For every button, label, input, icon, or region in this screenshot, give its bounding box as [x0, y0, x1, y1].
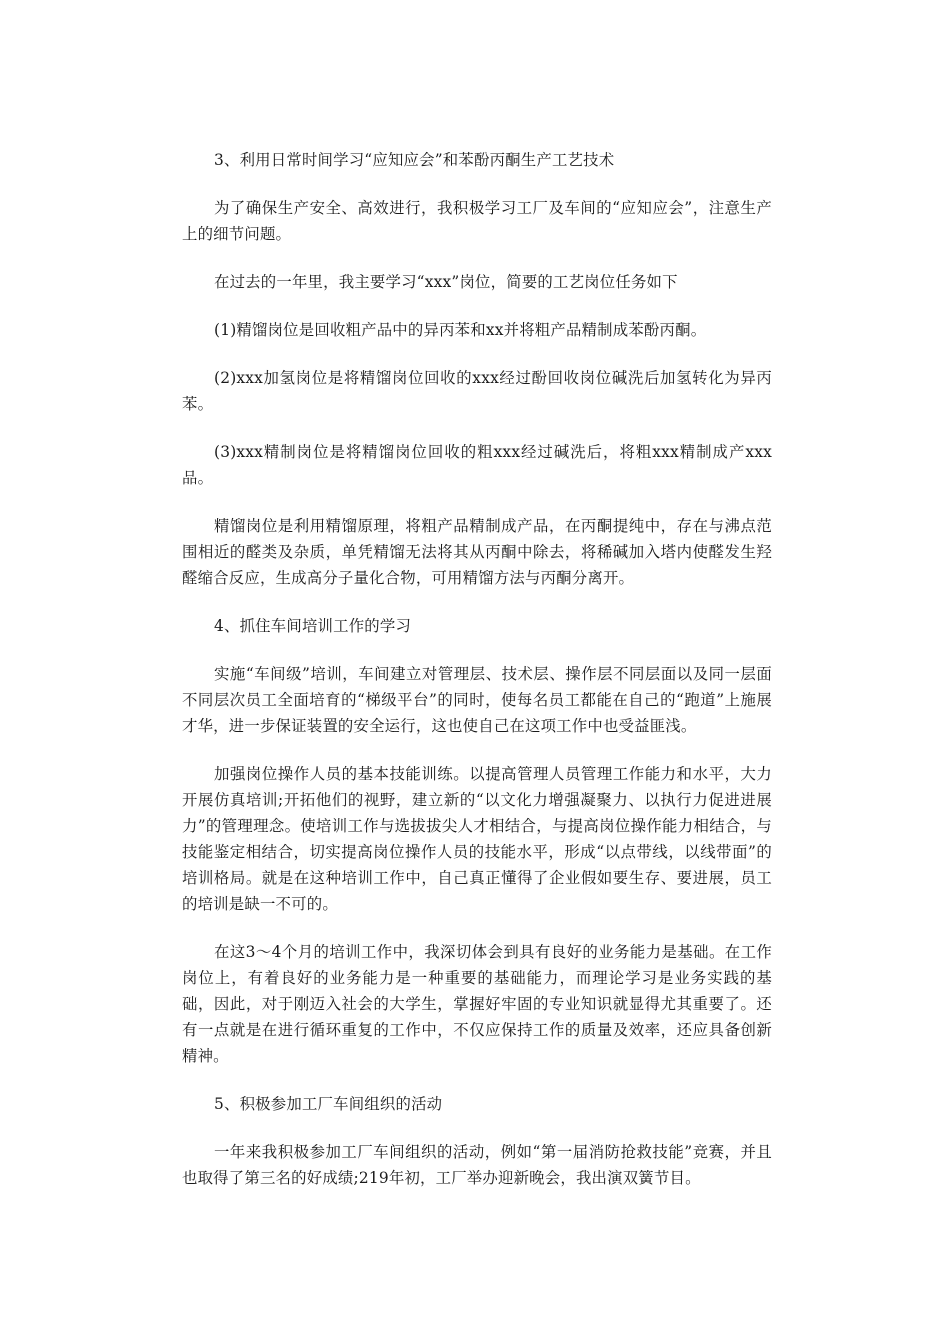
paragraph: 在这3～4个月的培训工作中，我深切体会到具有良好的业务能力是基础。在工作岗位上，有着良好的业务能力是一种重要的基础能力，而理论学习是业务实践的基础，因此，对于刚迈入社会的大学生，掌握好牢固的专业知识就显得尤其重要了。还有一点就是在进行循环重复的工作中，不仅应保持工作的质量及效率，还应具备创新精神。 [182, 943, 772, 1065]
paragraph: 一年来我积极参加工厂车间组织的活动，例如“第一届消防抢救技能”竞赛，并且也取得了第三名的好成绩;219年初，工厂举办迎新晚会，我出演双簧节目。 [182, 1143, 772, 1187]
list-item-3: (3)xxx精制岗位是将精馏岗位回收的粗xxx经过碱洗后，将粗xxx精制成产xxx品。 [182, 443, 772, 487]
section-heading-5: 5、积极参加工厂车间组织的活动 [214, 1095, 443, 1113]
paragraph: 为了确保生产安全、高效进行，我积极学习工厂及车间的“应知应会”，注意生产上的细节问题。 [182, 199, 772, 243]
section-heading-4: 4、抓住车间培训工作的学习 [214, 617, 412, 635]
paragraph: 加强岗位操作人员的基本技能训练。以提高管理人员管理工作能力和水平，大力开展仿真培训;开拓他们的视野，建立新的“以文化力增强凝聚力、以执行力促进进展力”的管理理念。使培训工作与选拔拔尖人才相结合，与提高岗位操作能力相结合，与技能鉴定相结合，切实提高岗位操作人员的技能水平，形成“以点带线，以线带面”的培训格局。就是在这种培训工作中，自己真正懂得了企业假如要生存、要进展，员工的培训是缺一不可的。 [182, 765, 772, 913]
paragraph: 精馏岗位是利用精馏原理，将粗产品精制成产品，在丙酮提纯中，存在与沸点范围相近的醛类及杂质，单凭精馏无法将其从丙酮中除去，将稀碱加入塔内使醛发生羟醛缩合反应，生成高分子量化合物，可用精馏方法与丙酮分离开。 [182, 517, 772, 587]
paragraph: 在过去的一年里，我主要学习“xxx”岗位，简要的工艺岗位任务如下 [214, 273, 678, 291]
list-item-1: (1)精馏岗位是回收粗产品中的异丙苯和xx并将粗产品精制成苯酚丙酮。 [214, 321, 707, 339]
document-body [182, 147, 772, 1213]
paragraph: 实施“车间级”培训，车间建立对管理层、技术层、操作层不同层面以及同一层面不同层次员工全面培育的“梯级平台”的同时，使每名员工都能在自己的“跑道”上施展才华，进一步保证装置的安全运行，这也使自己在这项工作中也受益匪浅。 [182, 665, 772, 735]
list-item-2: (2)xxx加氢岗位是将精馏岗位回收的xxx经过酚回收岗位碱洗后加氢转化为异丙苯。 [182, 369, 772, 413]
section-heading-3: 3、利用日常时间学习“应知应会”和苯酚丙酮生产工艺技术 [214, 151, 615, 169]
